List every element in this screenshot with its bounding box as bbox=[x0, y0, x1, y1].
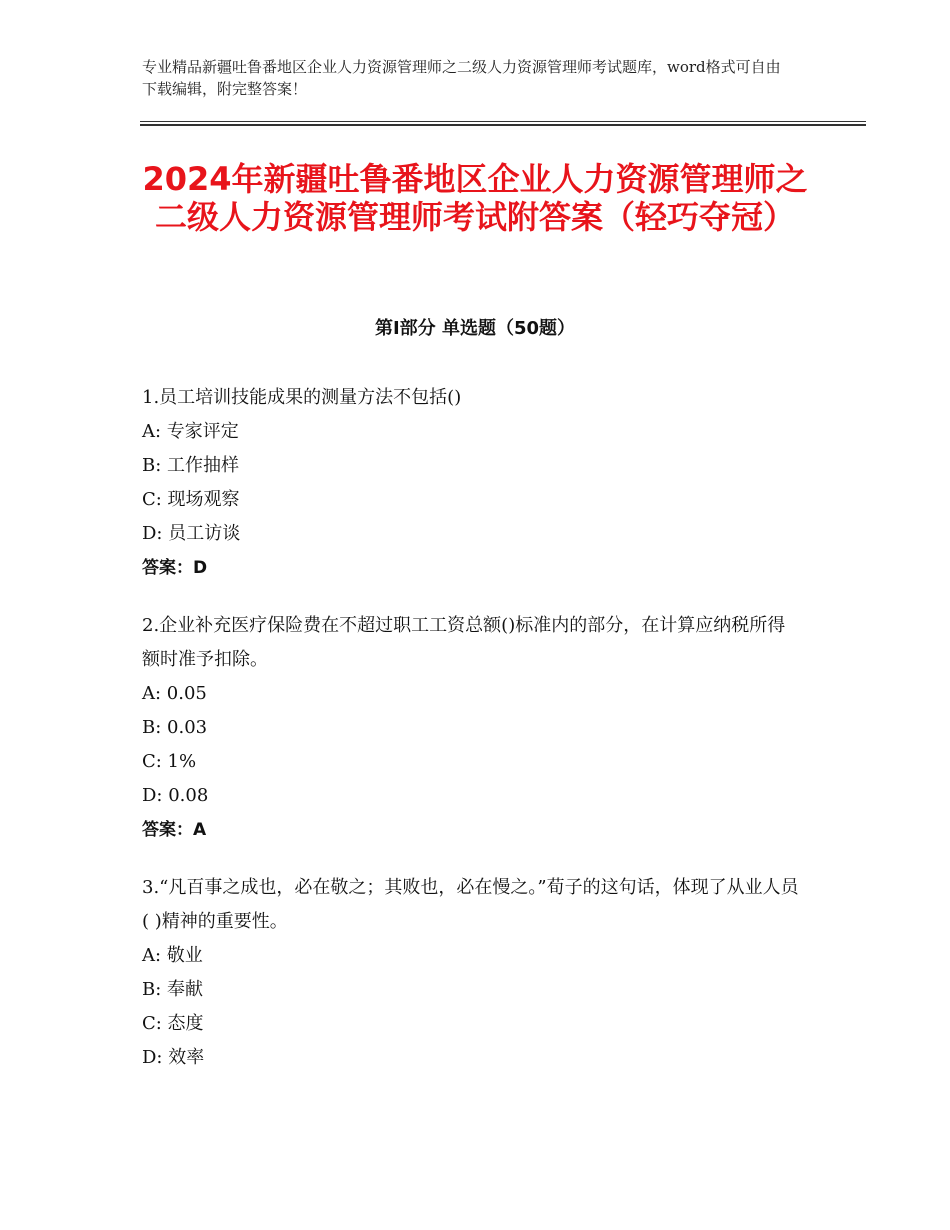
header-divider-thin bbox=[140, 121, 866, 122]
question-stem: 1.员工培训技能成果的测量方法不包括() bbox=[142, 387, 462, 408]
document-title: 2024年新疆吐鲁番地区企业人力资源管理师之二级人力资源管理师考试附答案（轻巧夺冠） bbox=[142, 160, 808, 236]
option-c: C: 1% bbox=[142, 751, 197, 772]
option-d: D: 员工访谈 bbox=[142, 523, 241, 544]
option-b: B: 0.03 bbox=[142, 717, 208, 738]
header-divider-thick bbox=[140, 124, 866, 126]
section-heading: 第Ⅰ部分 单选题（50题） bbox=[374, 318, 575, 339]
question-list bbox=[142, 381, 802, 1099]
question-2 bbox=[142, 609, 802, 847]
option-b: B: 工作抽样 bbox=[142, 455, 240, 476]
header-note: 专业精品新疆吐鲁番地区企业人力资源管理师之二级人力资源管理师考试题库，word格式可自由下载编辑，附完整答案！ bbox=[142, 58, 781, 98]
option-b: B: 奉献 bbox=[142, 979, 204, 1000]
option-c: C: 态度 bbox=[142, 1013, 204, 1034]
option-d: D: 0.08 bbox=[142, 785, 209, 806]
answer-line: 答案：D bbox=[142, 558, 208, 578]
question-stem: 2.企业补充医疗保险费在不超过职工工资总额()标准内的部分，在计算应纳税所得额时准予扣除。 bbox=[142, 615, 786, 670]
question-1 bbox=[142, 381, 802, 585]
option-a: A: 0.05 bbox=[142, 683, 207, 704]
question-stem: 3.“凡百事之成也，必在敬之；其败也，必在慢之。”荀子的这句话，体现了从业人员( )精神的重要性。 bbox=[142, 877, 799, 932]
question-3 bbox=[142, 871, 802, 1075]
option-a: A: 敬业 bbox=[142, 945, 203, 966]
option-c: C: 现场观察 bbox=[142, 489, 240, 510]
answer-line: 答案：A bbox=[142, 820, 207, 840]
option-a: A: 专家评定 bbox=[142, 421, 239, 442]
option-d: D: 效率 bbox=[142, 1047, 205, 1068]
